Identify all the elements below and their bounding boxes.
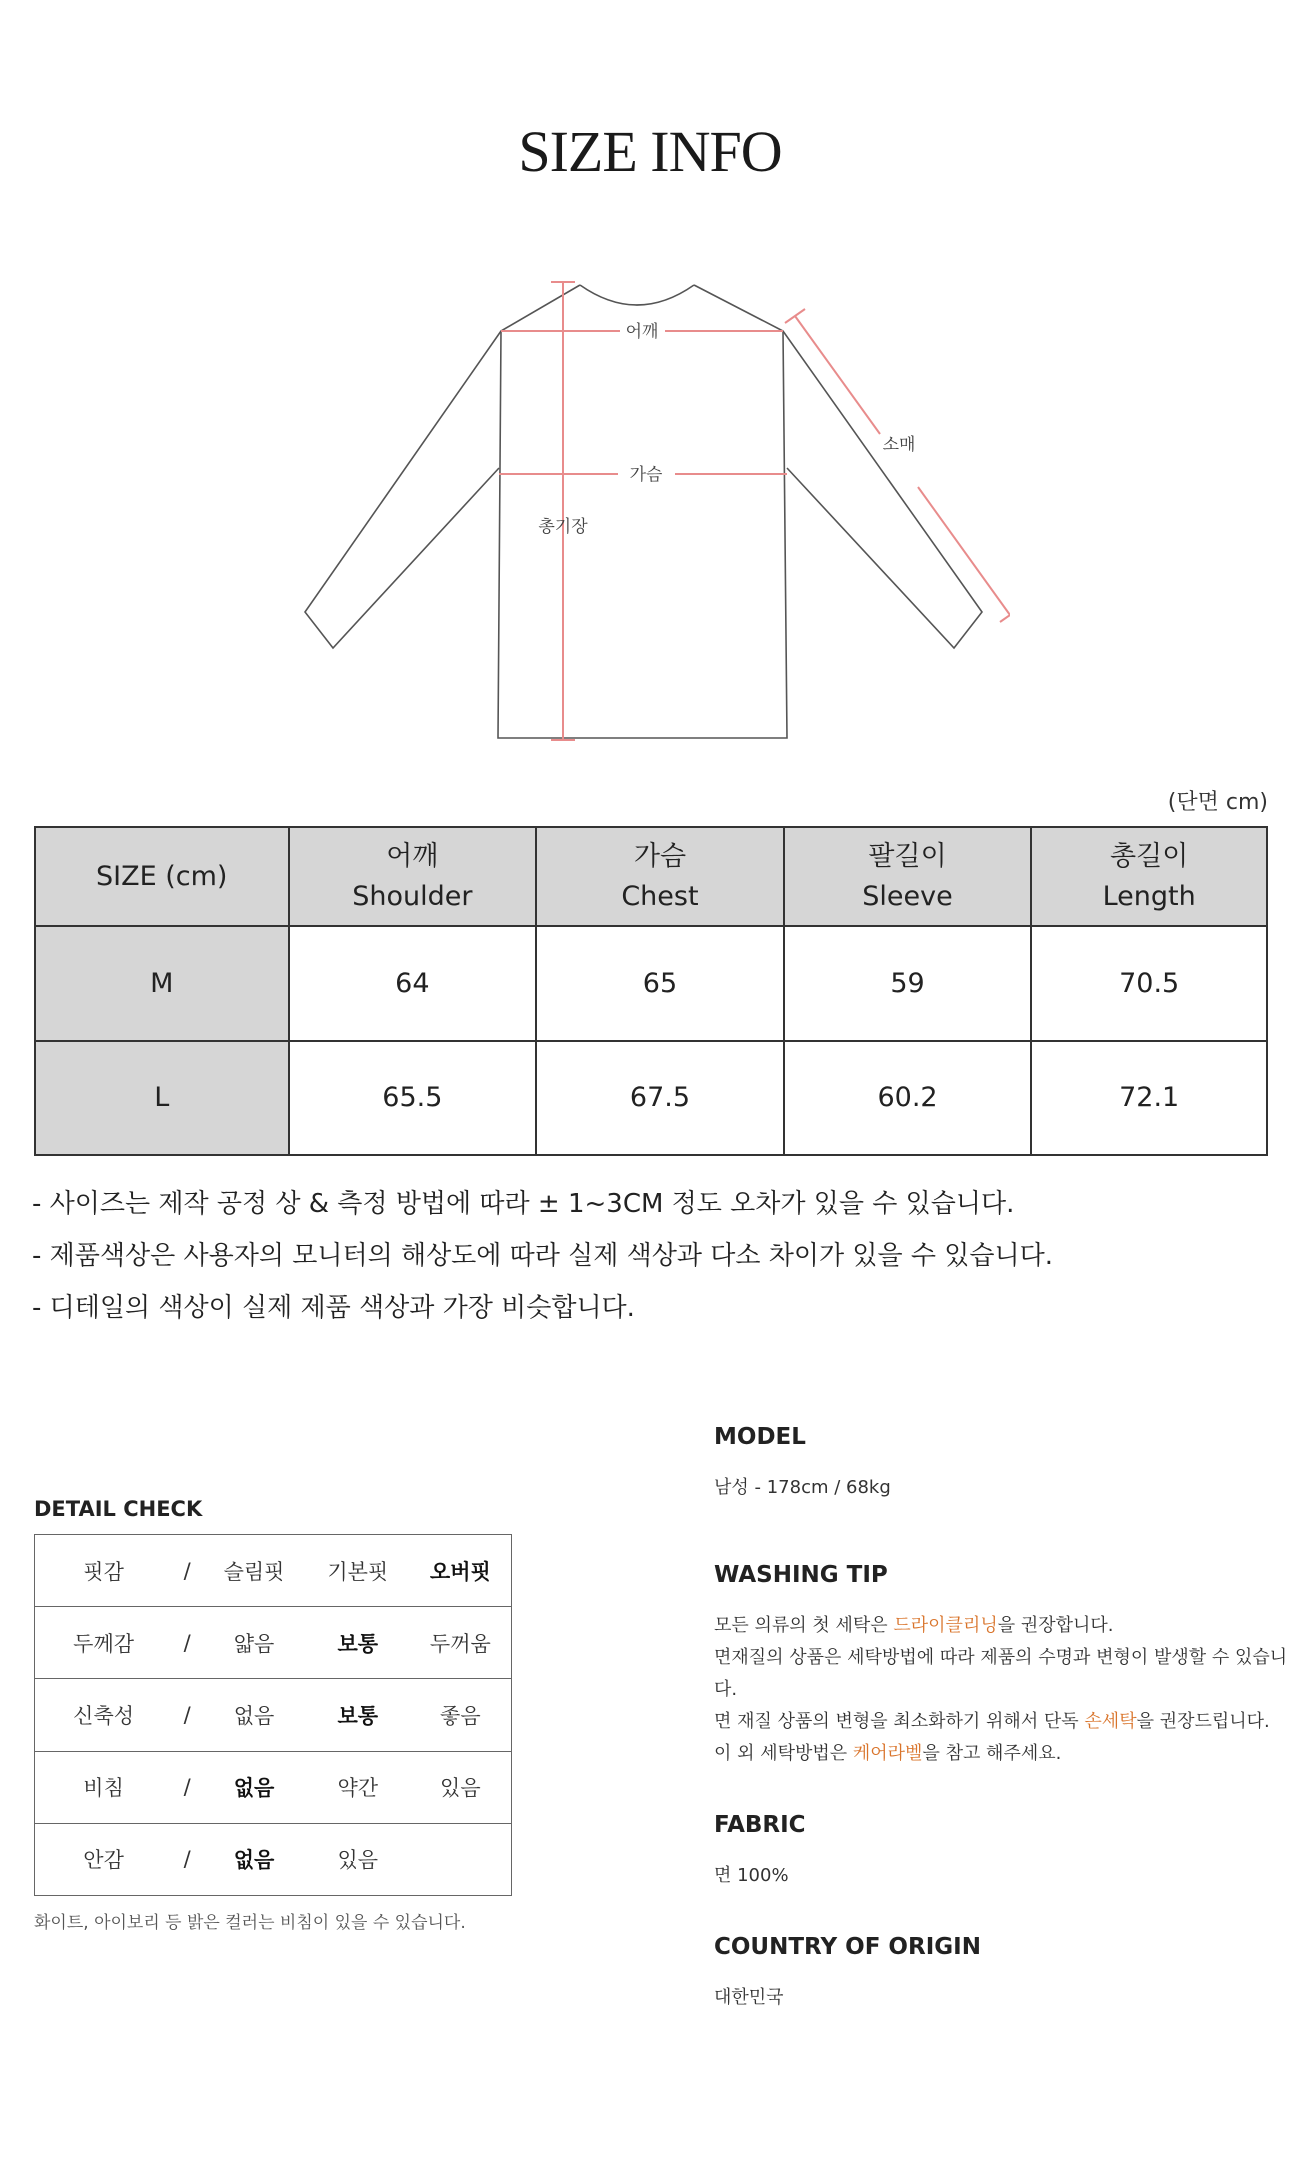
detail-option: 보통 <box>337 1703 379 1728</box>
washing-tip-text: 을 권장드립니다. <box>1136 1711 1270 1732</box>
detail-check-table <box>34 1534 512 1896</box>
sleeve-line-lower <box>918 487 1010 615</box>
note-line: - 제품색상은 사용자의 모니터의 해상도에 따라 실제 색상과 다소 차이가 있을 수 있습니다. <box>32 1241 1053 1271</box>
shoulder-label: 어깨 <box>625 322 659 342</box>
fabric-text: 면 100% <box>714 1865 789 1886</box>
detail-option <box>410 1823 512 1895</box>
washing-tip-line <box>714 1610 1294 1642</box>
detail-separator: / <box>183 1558 191 1583</box>
chest-value: 67.5 <box>536 1041 784 1155</box>
detail-option: 좋음 <box>440 1703 481 1728</box>
detail-label: 안감 <box>83 1848 124 1873</box>
fabric-title: FABRIC <box>714 1812 806 1838</box>
detail-option: 약간 <box>337 1776 379 1801</box>
detail-separator: / <box>183 1630 191 1655</box>
shoulder-value: 64 <box>289 926 537 1040</box>
detail-option: 없음 <box>233 1776 275 1801</box>
detail-row-lining <box>35 1823 512 1895</box>
size-header-cell: SIZE (cm) <box>35 827 289 926</box>
sleeve-line-top-cap <box>785 309 805 323</box>
garment-outline <box>305 285 982 738</box>
header-ko: 총길이 <box>1110 840 1189 872</box>
measurement-lines <box>499 282 1010 740</box>
size-row-l <box>35 1041 1267 1155</box>
note-line: - 사이즈는 제작 공정 상 & 측정 방법에 따라 ± 1~3CM 정도 오차가 있을 수 있습니다. <box>32 1189 1015 1219</box>
detail-separator: / <box>183 1847 191 1872</box>
detail-row-stretch <box>35 1679 512 1751</box>
washing-tip-highlight: 케어라벨 <box>852 1743 923 1764</box>
detail-option: 슬림핏 <box>223 1559 285 1584</box>
model-text: 남성 - 178cm / 68kg <box>714 1477 891 1498</box>
neckline <box>580 285 694 305</box>
origin-text: 대한민국 <box>714 1987 784 2008</box>
detail-option: 얇음 <box>233 1631 275 1656</box>
note-line: - 디테일의 색상이 실제 제품 색상과 가장 비슷합니다. <box>32 1293 635 1323</box>
length-value: 70.5 <box>1031 926 1267 1040</box>
washing-tip-line: 면재질의 상품은 세탁방법에 따라 제품의 수명과 변형이 발생할 수 있습니다. <box>714 1647 1288 1700</box>
shoulder-header-cell <box>289 827 537 926</box>
size-notes <box>32 1178 1053 1334</box>
product-info <box>714 1424 1294 2014</box>
detail-option: 보통 <box>337 1631 379 1656</box>
washing-tip-text: 을 권장합니다. <box>997 1615 1114 1636</box>
sleeve-header-cell <box>784 827 1032 926</box>
sleeve-line-bottom-cap <box>1000 608 1010 622</box>
shoulder-value: 65.5 <box>289 1041 537 1155</box>
size-table-header-row <box>35 827 1267 926</box>
detail-row-thickness <box>35 1607 512 1679</box>
model-title: MODEL <box>714 1424 806 1450</box>
chest-label: 가슴 <box>629 465 663 485</box>
detail-row-sheerness <box>35 1751 512 1823</box>
detail-check-note: 화이트, 아이보리 등 밝은 컬러는 비침이 있을 수 있습니다. <box>34 1913 466 1933</box>
washing-tip-text: 모든 의류의 첫 세탁은 <box>714 1615 894 1636</box>
detail-label: 비침 <box>83 1776 124 1801</box>
header-ko: 어깨 <box>386 840 439 872</box>
size-label: M <box>35 926 289 1040</box>
washing-tip-body <box>714 1610 1294 1770</box>
size-table <box>34 826 1268 1156</box>
size-row-m <box>35 926 1267 1040</box>
header-en: Chest <box>621 880 699 912</box>
header-en: Length <box>1102 880 1196 912</box>
sleeve-line-upper <box>795 316 880 434</box>
length-label: 총기장 <box>538 517 588 537</box>
length-value: 72.1 <box>1031 1041 1267 1155</box>
washing-tip-text: 이 외 세탁방법은 <box>714 1743 853 1764</box>
detail-option: 두꺼움 <box>429 1631 491 1656</box>
detail-label: 핏감 <box>83 1559 124 1584</box>
detail-label: 신축성 <box>73 1703 135 1728</box>
detail-label: 두께감 <box>73 1631 135 1656</box>
page-title: SIZE INFO <box>518 119 782 184</box>
detail-check-title: DETAIL CHECK <box>34 1497 203 1521</box>
unit-note: (단면 cm) <box>1167 790 1268 815</box>
left-sleeve-outline <box>305 285 580 648</box>
washing-tip-title: WASHING TIP <box>714 1562 888 1588</box>
garment-size-diagram <box>290 270 1010 760</box>
detail-option: 있음 <box>440 1776 481 1801</box>
header-en: Sleeve <box>862 880 953 912</box>
sleeve-value: 59 <box>784 926 1032 1040</box>
detail-row-fit <box>35 1535 512 1607</box>
chest-value: 65 <box>536 926 784 1040</box>
header-en: Shoulder <box>352 880 473 912</box>
sleeve-value: 60.2 <box>784 1041 1032 1155</box>
washing-tip-line <box>714 1738 1294 1770</box>
washing-tip-highlight: 드라이클리닝 <box>893 1615 998 1636</box>
washing-tip-text: 면 재질 상품의 변형을 최소화하기 위해서 단독 <box>714 1711 1085 1732</box>
detail-option: 없음 <box>233 1703 275 1728</box>
detail-separator: / <box>183 1702 191 1727</box>
detail-option: 오버핏 <box>429 1559 491 1584</box>
washing-tip-highlight: 손세탁 <box>1084 1711 1137 1732</box>
washing-tip-text: 을 참고 해주세요. <box>922 1743 1062 1764</box>
size-label: L <box>35 1041 289 1155</box>
header-ko: 팔길이 <box>868 840 947 872</box>
washing-tip-line <box>714 1706 1294 1738</box>
header-ko: 가슴 <box>633 840 687 872</box>
origin-title: COUNTRY OF ORIGIN <box>714 1934 981 1960</box>
chest-header-cell <box>536 827 784 926</box>
detail-option: 없음 <box>233 1848 275 1873</box>
detail-option: 기본핏 <box>327 1559 389 1584</box>
right-sleeve-outline <box>694 285 982 648</box>
sleeve-label: 소매 <box>882 435 916 455</box>
length-header-cell <box>1031 827 1267 926</box>
detail-separator: / <box>183 1775 191 1800</box>
detail-option: 있음 <box>337 1848 379 1873</box>
